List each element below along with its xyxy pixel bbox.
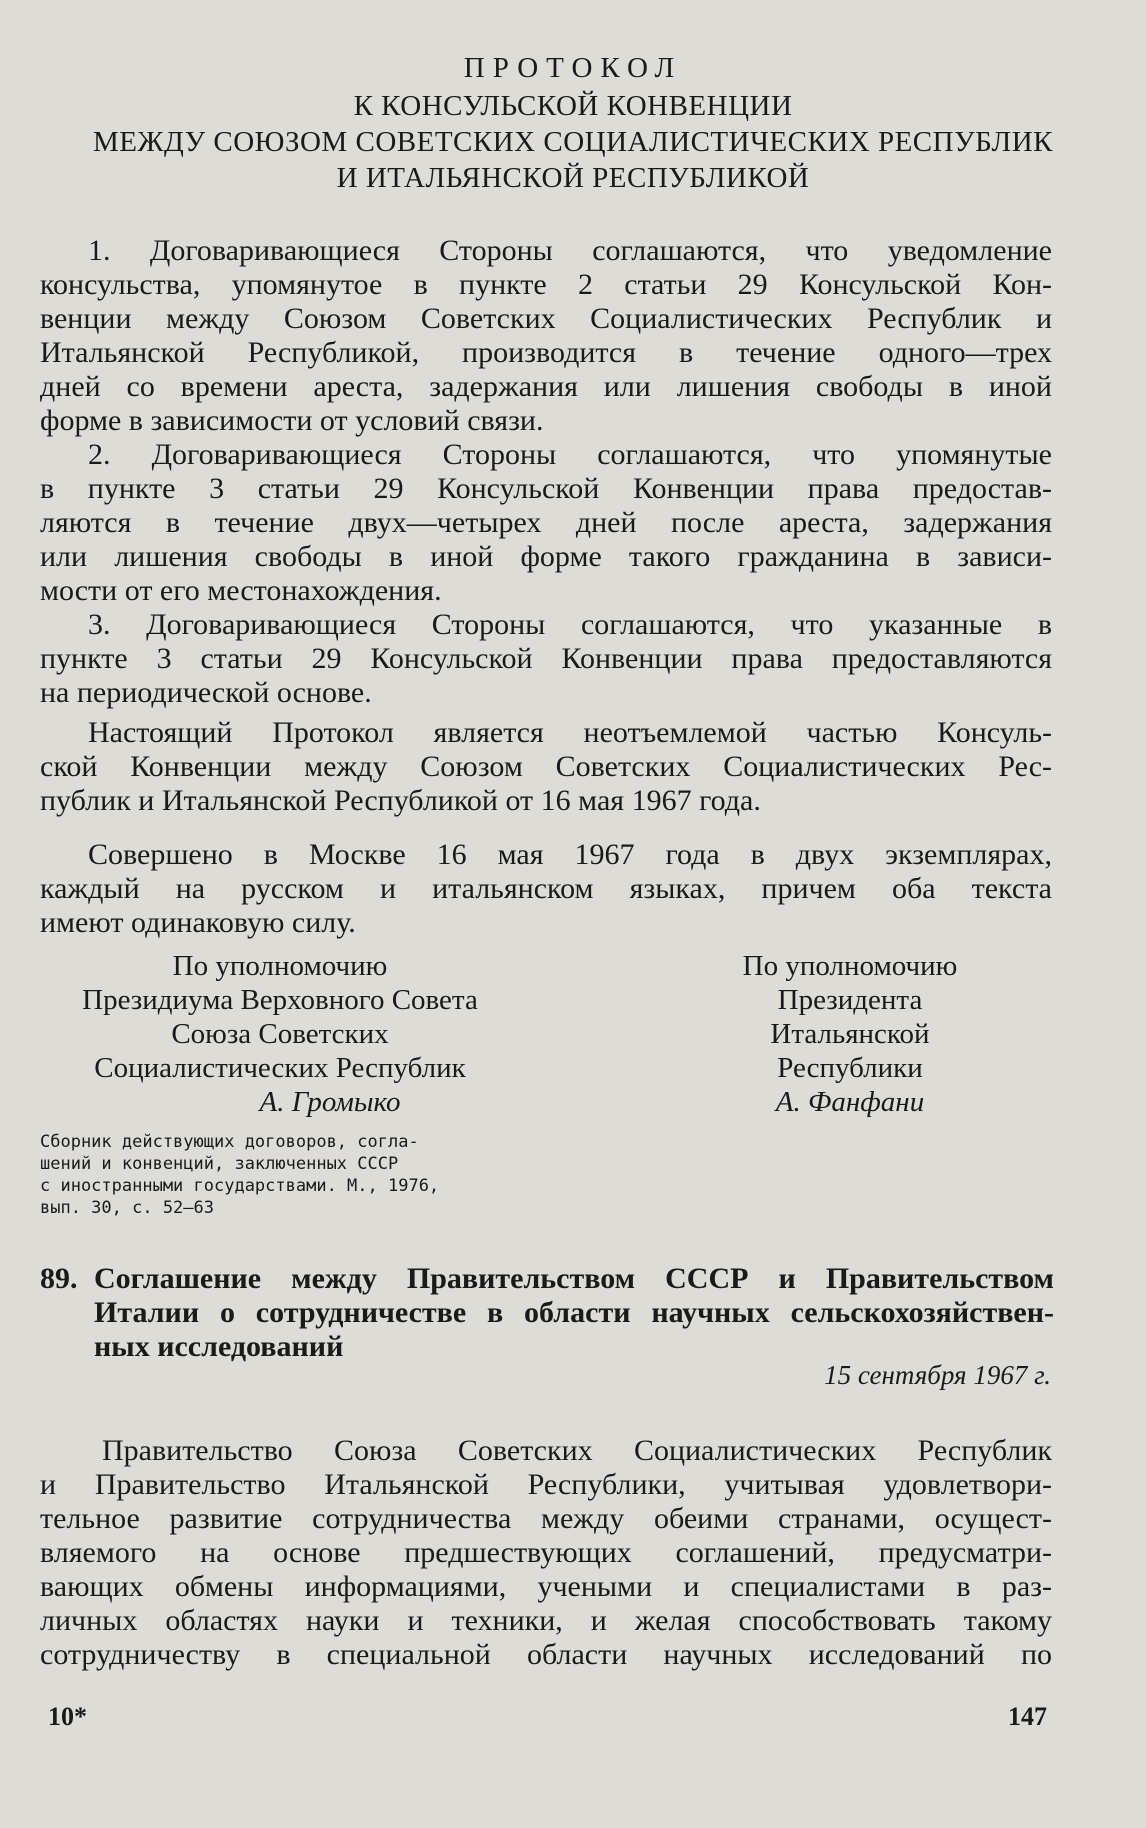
- signature-mark: 10*: [48, 1702, 87, 1731]
- sig-right-line: Итальянской: [770, 1018, 930, 1050]
- p2-line: ляются в течение двух—четырех дней после ареста, задержания: [40, 506, 1052, 539]
- p4-line: ской Конвенции между Союзом Советских Социалистических Рес-: [40, 750, 1052, 783]
- p2-line: 2. Договаривающиеся Стороны соглашаются, что упомянутые: [88, 438, 1052, 471]
- agreement-body-line: личных областях науки и техники, и желая способствовать такому: [40, 1604, 1052, 1637]
- sig-left-name: А. Громыко: [259, 1086, 401, 1118]
- sig-left-line: Президиума Верховного Совета: [82, 984, 478, 1016]
- p2-line: или лишения свободы в иной форме такого гражданина в зависи-: [40, 540, 1052, 573]
- sig-left-line: Социалистических Республик: [94, 1052, 466, 1084]
- p1-line: консульства, упомянутое в пункте 2 статьи 29 Консульской Кон-: [40, 268, 1052, 301]
- page-number: 147: [1008, 1702, 1047, 1731]
- protocol-subtitle-2: МЕЖДУ СОЮЗОМ СОВЕТСКИХ СОЦИАЛИСТИЧЕСКИХ РЕСПУБЛИК: [92, 126, 1054, 158]
- p2-line: в пункте 3 статьи 29 Консульской Конвенции права предостав-: [40, 472, 1052, 505]
- p5-line: Совершено в Москве 16 мая 1967 года в двух экземплярах,: [88, 838, 1052, 871]
- p1-line: дней со времени ареста, задержания или лишения свободы в иной: [40, 370, 1052, 403]
- source-line: вып. 30, с. 52—63: [40, 1198, 214, 1218]
- sig-right-name: А. Фанфани: [775, 1086, 925, 1118]
- agreement-body-line: вающих обмены информациями, учеными и специалистами в раз-: [40, 1570, 1052, 1603]
- p4-line: публик и Итальянской Республикой от 16 мая 1967 года.: [40, 784, 761, 817]
- agreement-body-line: Правительство Союза Советских Социалистических Республик: [102, 1434, 1052, 1467]
- agreement-heading-line: Италии о сотрудничестве в области научных сельскохозяйствен-: [94, 1296, 1054, 1329]
- p1-line: Итальянской Республикой, производится в течение одного—трех: [40, 336, 1052, 369]
- sig-left-line: По уполномочию: [172, 950, 388, 982]
- sig-right-line: Президента: [777, 984, 923, 1016]
- p3-line: на периодической основе.: [40, 676, 372, 709]
- agreement-body-line: вляемого на основе предшествующих соглашений, предусматри-: [40, 1536, 1052, 1569]
- source-line: с иностранными государствами. М., 1976,: [40, 1176, 440, 1196]
- p4-line: Настоящий Протокол является неотъемлемой частью Консуль-: [88, 716, 1052, 749]
- p3-line: 3. Договаривающиеся Стороны соглашаются, что указанные в: [88, 608, 1052, 641]
- protocol-subtitle-3: И ИТАЛЬЯНСКОЙ РЕСПУБЛИКОЙ: [336, 162, 810, 194]
- sig-left-line: Союза Советских: [171, 1018, 389, 1050]
- source-line: шений и конвенций, заключенных СССР: [40, 1154, 399, 1174]
- protocol-title: ПРОТОКОЛ: [463, 52, 683, 84]
- p5-line: имеют одинаковую силу.: [40, 906, 356, 939]
- agreement-number: 89.: [40, 1262, 78, 1295]
- p3-line: пункте 3 статьи 29 Консульской Конвенции права предоставляются: [40, 642, 1052, 675]
- agreement-heading-line: ных исследований: [94, 1330, 344, 1363]
- p5-line: каждый на русском и итальянском языках, причем оба текста: [40, 872, 1052, 905]
- agreement-date: 15 сентября 1967 г.: [824, 1360, 1051, 1390]
- p1-line: венции между Союзом Советских Социалистических Республик и: [40, 302, 1052, 335]
- agreement-body-line: тельное развитие сотрудничества между обеими странами, осущест-: [40, 1502, 1052, 1535]
- p2-line: мости от его местонахождения.: [40, 574, 442, 607]
- protocol-subtitle-1: К КОНСУЛЬСКОЙ КОНВЕНЦИИ: [353, 90, 793, 122]
- p1-line: 1. Договаривающиеся Стороны соглашаются, что уведомление: [88, 234, 1052, 267]
- sig-right-line: По уполномочию: [742, 950, 958, 982]
- agreement-heading-line: Соглашение между Правительством СССР и Правительством: [94, 1262, 1054, 1295]
- sig-right-line: Республики: [777, 1052, 923, 1084]
- agreement-body-line: и Правительство Итальянской Республики, учитывая удовлетвори-: [40, 1468, 1052, 1501]
- agreement-body-line: сотрудничеству в специальной области научных исследований по: [40, 1638, 1052, 1671]
- source-line: Сборник действующих договоров, согла-: [40, 1132, 419, 1152]
- p1-line: форме в зависимости от условий связи.: [40, 404, 544, 437]
